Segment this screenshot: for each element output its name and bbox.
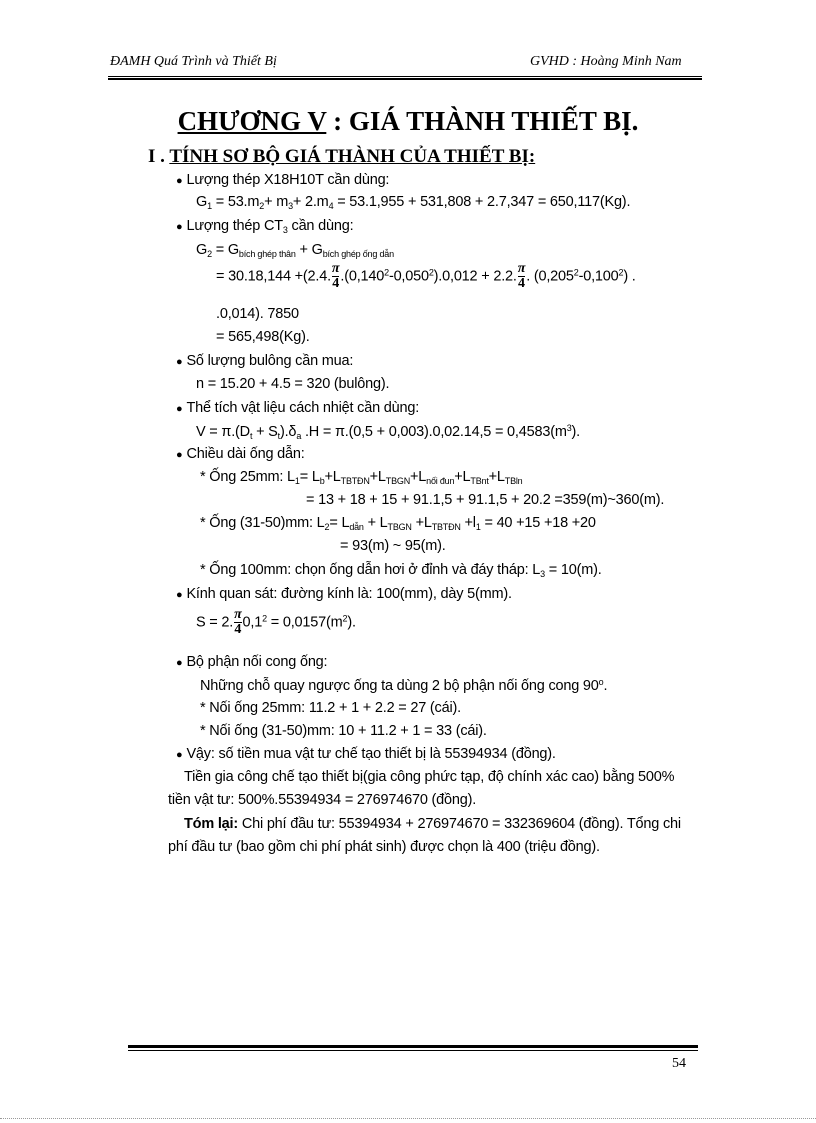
- section-title: TÍNH SƠ BỘ GIÁ THÀNH CỦA THIẾT BỊ:: [169, 146, 536, 167]
- g2-line2: = 30.18,144 +(2.4. $\frac{\pi}{4}$ $.(0,140^2-0,050^2).0,012 + 2.2$. $\frac{\pi}{4}$ . (0,205$^2$-0,100$^2$) .: [216, 261, 636, 291]
- bullet-icon: ●: [176, 356, 183, 368]
- summary-line2: phí đầu tư (bao gồm chi phí phát sinh) được chọn là 400 (triệu đồng).: [168, 839, 600, 855]
- processing-line1: Tiền gia công chế tạo thiết bị(gia công phức tạp, độ chính xác cao) bằng 500%: [184, 769, 675, 785]
- item-insulation: ● Thể tích vật liệu cách nhiệt cần dùng:: [176, 400, 420, 416]
- bullet-icon: ●: [176, 403, 183, 415]
- pipe-31-50mm: * Ống (31-50)mm: $L_2= L_{dẫn} + L_{TBGN} +L_{TBTĐN} +l_1 = 40 +15 +18 +20$: [200, 515, 596, 532]
- pipe-31-50mm-calc: = 93(m) ~ 95(m).: [340, 538, 446, 554]
- bullet-icon: ●: [176, 221, 183, 233]
- g2-formula: $G_2 = G_{bích ghép thân} + G_{bích ghép ống dẫn}$: [196, 242, 394, 259]
- bullet-icon: ●: [176, 589, 183, 601]
- summary-line1: Tóm lại: Chi phí đầu tư: 55394934 + 276974670 = 332369604 (đồng). Tổng chi: [184, 816, 681, 832]
- header-right: GVHD : Hoàng Minh Nam: [530, 54, 682, 69]
- summary-label: Tóm lại:: [184, 816, 238, 832]
- chapter-label: CHƯƠNG V: [177, 106, 327, 136]
- insulation-calc: $V = \pi.(D_t + S_t).\delta_a$ $.H = \pi.(0,5 + 0,003).0,02.14,5 = 0,4583(m^3)$.: [196, 423, 580, 441]
- chapter-name: GIÁ THÀNH THIẾT BỊ.: [348, 106, 639, 136]
- elbow-desc: Những chỗ quay ngược ống ta dùng 2 bộ phận nối ống cong 90$^o$.: [200, 677, 608, 694]
- pipe-25mm-calc: = 13 + 18 + 15 + 91.1,5 + 91.1,5 + 20.2 =359(m)~360(m).: [306, 492, 665, 508]
- pi-over-4-fraction: $\frac{\pi}{4}$: [331, 261, 340, 291]
- g1-formula: $G_1 = 53.m_2+ m_3+ 2.m_4 = 53.1,955 + 531,808 + 2.7,347 = 650,117(Kg)$.: [196, 194, 631, 211]
- header-rule: [108, 76, 702, 80]
- g2-line3: .0,014). 7850: [216, 306, 299, 322]
- chapter-sep: :: [326, 106, 349, 136]
- pipe-100mm: * Ống 100mm: chọn ống dẫn hơi ở đỉnh và đáy tháp: $L_3 = 10(m)$.: [200, 562, 602, 579]
- footer-rule-thin: [128, 1050, 698, 1051]
- footer-rule: [128, 1045, 698, 1048]
- item-pipes: ● Chiều dài ống dẫn:: [176, 446, 305, 462]
- item-total: ● Vậy: số tiền mua vật tư chế tạo thiết bị là 55394934 (đồng).: [176, 746, 556, 762]
- glass-calc: S = 2. $\frac{\pi}{4}$ $0,1^2 = 0,0157(m^2)$.: [196, 607, 356, 637]
- bullet-icon: ●: [176, 175, 183, 187]
- pi-over-4-fraction: $\frac{\pi}{4}$: [234, 607, 242, 637]
- g2-line4: = 565,498(Kg).: [216, 329, 310, 345]
- header-left: ĐAMH Quá Trình và Thiết Bị: [110, 54, 277, 69]
- bolts-calc: n = 15.20 + 4.5 = 320 (bulông).: [196, 376, 390, 392]
- item-glass: ● Kính quan sát: đường kính là: 100(mm), dày 5(mm).: [176, 586, 512, 602]
- pipe-25mm: * Ống 25mm: $L_1= L_b+L_{TBTĐN}+L_{TBGN}+L_{nối đun}+L_{TBnt}+L_{TBln}$: [200, 469, 523, 486]
- item-elbows: ● Bộ phận nối cong ống:: [176, 654, 328, 670]
- section-heading: [148, 146, 535, 168]
- section-number: I .: [148, 146, 170, 167]
- page-edge: [0, 1118, 816, 1119]
- bullet-icon: ●: [176, 657, 183, 669]
- item-text: Lượng thép X18H10T cần dùng:: [186, 172, 390, 188]
- chapter-title: [0, 106, 816, 137]
- pi-over-4-fraction: $\frac{\pi}{4}$: [517, 261, 526, 291]
- item-steel-ct3: ● Lượng thép $CT_3$ cần dùng:: [176, 218, 354, 235]
- item-bolts: ● Số lượng bulông cần mua:: [176, 353, 354, 369]
- processing-line2: tiền vật tư: 500%.55394934 = 276974670 (đồng).: [168, 792, 477, 808]
- page-number: 54: [672, 1056, 686, 1071]
- bullet-icon: ●: [176, 449, 183, 461]
- elbow-25mm: * Nối ống 25mm: 11.2 + 1 + 2.2 = 27 (cái).: [200, 700, 461, 716]
- elbow-31-50mm: * Nối ống (31-50)mm: 10 + 11.2 + 1 = 33 (cái).: [200, 723, 487, 739]
- bullet-icon: ●: [176, 749, 183, 761]
- item-steel-x18: [176, 172, 389, 188]
